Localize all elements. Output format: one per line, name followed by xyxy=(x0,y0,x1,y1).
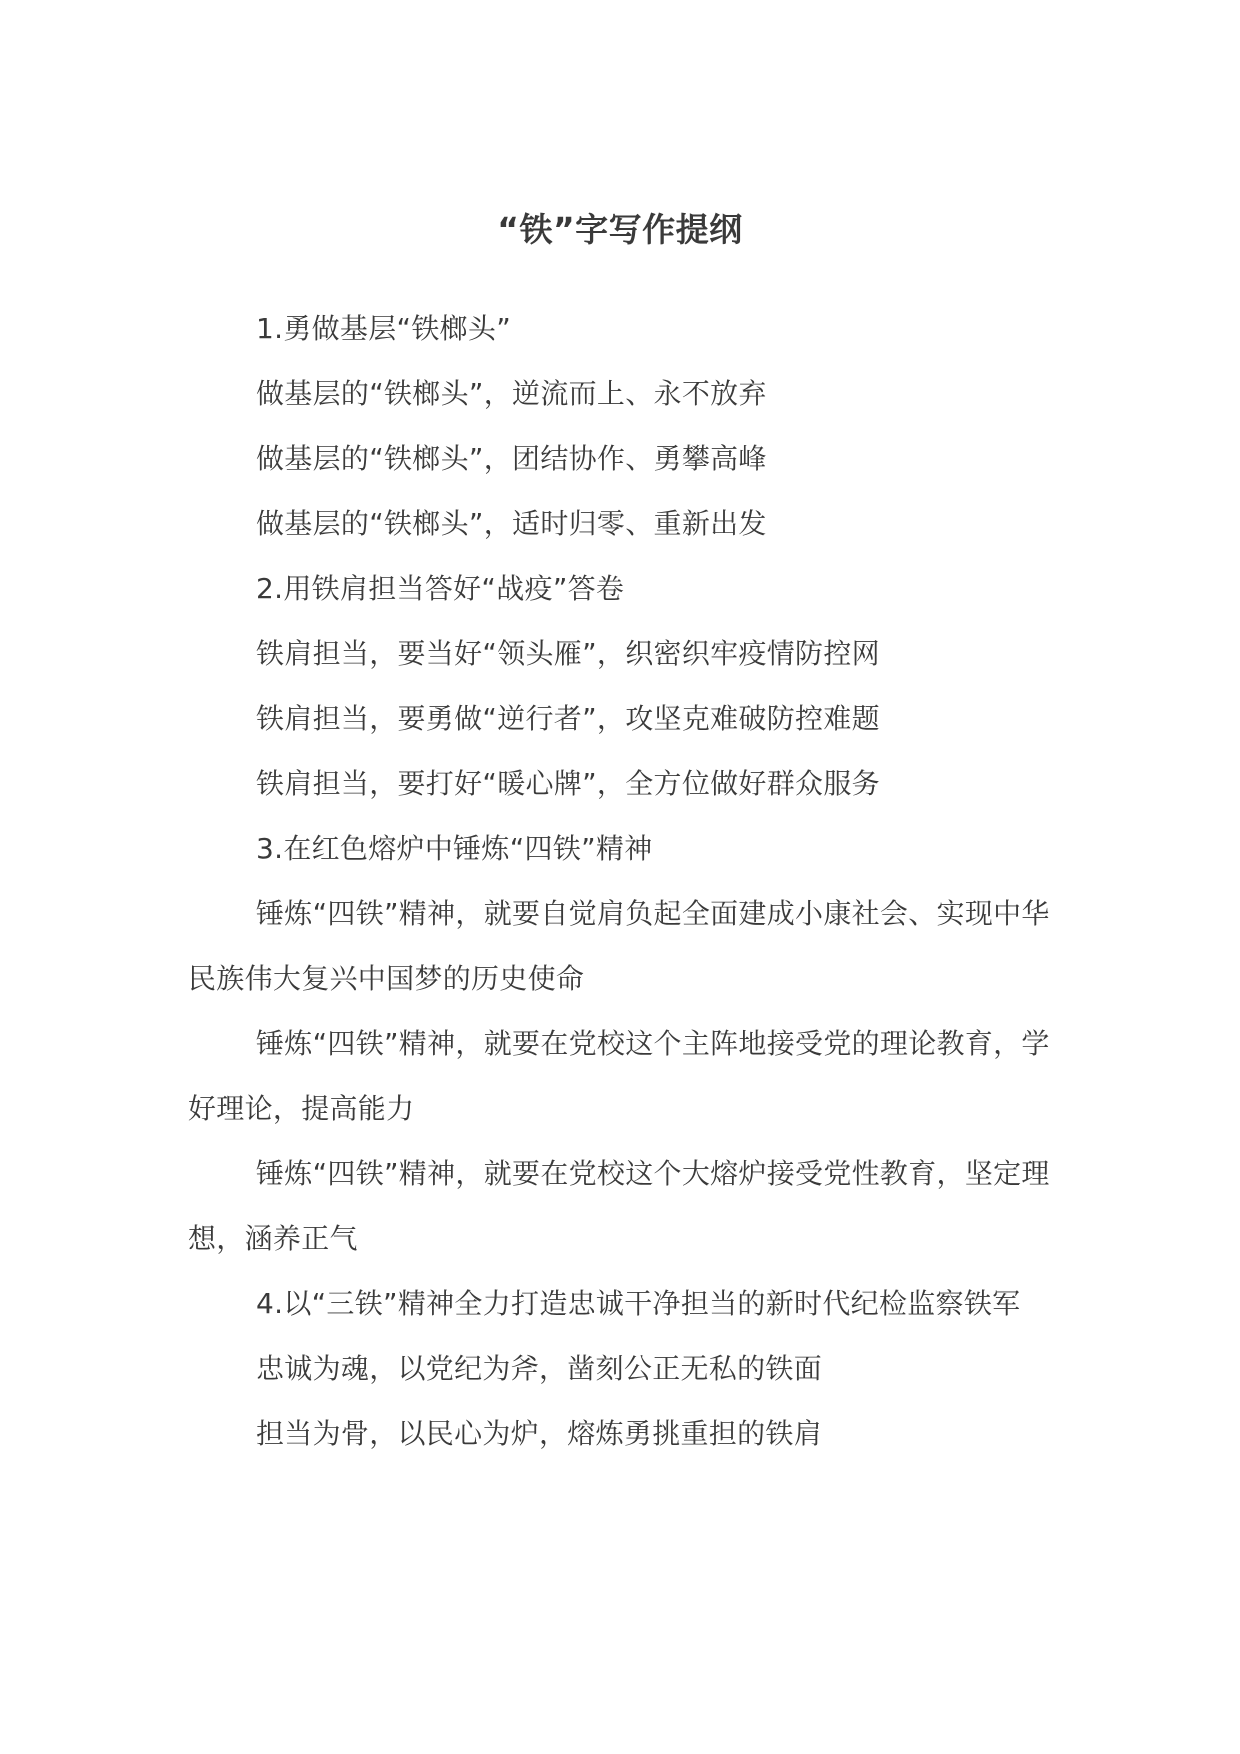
paragraph: 担当为骨，以民心为炉，熔炼勇挑重担的铁肩 xyxy=(256,1417,823,1450)
paragraph: 忠诚为魂，以党纪为斧，凿刻公正无私的铁面 xyxy=(256,1352,823,1385)
section-heading-1: 1.勇做基层“铁榔头” xyxy=(256,312,512,345)
paragraph: 铁肩担当，要勇做“逆行者”，攻坚克难破防控难题 xyxy=(256,702,880,735)
paragraph: 铁肩担当，要打好“暖心牌”，全方位做好群众服务 xyxy=(256,767,880,800)
paragraph: 做基层的“铁榔头”，适时归零、重新出发 xyxy=(256,507,767,540)
section-heading-4: 4.以“三铁”精神全力打造忠诚干净担当的新时代纪检监察铁军 xyxy=(256,1287,1021,1320)
paragraph: 做基层的“铁榔头”，团结协作、勇攀高峰 xyxy=(256,442,767,475)
paragraph: 做基层的“铁榔头”，逆流而上、永不放弃 xyxy=(256,377,767,410)
document-title: “铁”字写作提纲 xyxy=(497,210,743,249)
paragraph: 锤炼“四铁”精神，就要自觉肩负起全面建成小康社会、实现中华民族伟大复兴中国梦的历史使命 xyxy=(188,897,1050,995)
section-heading-2: 2.用铁肩担当答好“战疫”答卷 xyxy=(256,572,625,605)
paragraph: 锤炼“四铁”精神，就要在党校这个主阵地接受党的理论教育，学好理论，提高能力 xyxy=(188,1027,1050,1125)
paragraph: 锤炼“四铁”精神，就要在党校这个大熔炉接受党性教育，坚定理想，涵养正气 xyxy=(188,1157,1050,1255)
paragraph: 铁肩担当，要当好“领头雁”，织密织牢疫情防控网 xyxy=(256,637,880,670)
document-body xyxy=(188,296,1068,1466)
section-heading-3: 3.在红色熔炉中锤炼“四铁”精神 xyxy=(256,832,653,865)
